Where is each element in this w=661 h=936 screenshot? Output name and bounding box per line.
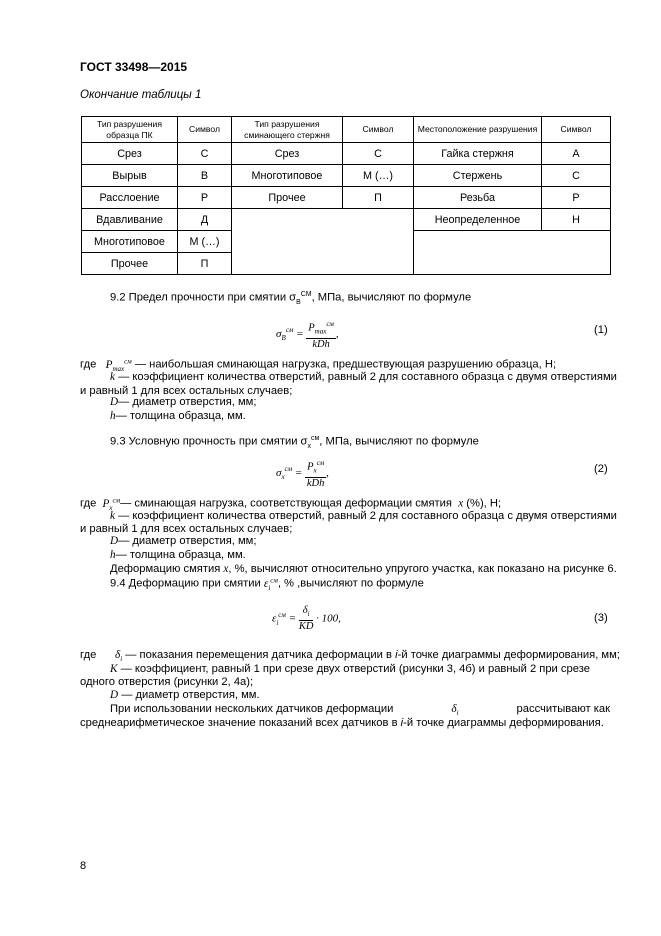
table-empty-cell [414, 231, 611, 275]
table-empty-cell [232, 209, 414, 275]
formula-3: $\varepsilon_i^{см}$ = $\frac{\delta_i}{KD}$ · 100, [272, 605, 341, 633]
section-9-2-intro: 9.2 Предел прочности при смятии $\sigma_В^{СМ}$, МПа, вычисляют по формуле [110, 291, 472, 306]
table-cell: Д [178, 209, 232, 231]
final-paragraph-line-2: среднеарифметическое значение показаний всех датчиков в i-й точке диаграммы деформирования. [80, 717, 604, 729]
table-cell: М (…) [178, 231, 232, 253]
table-cell: Многотиповое [82, 231, 178, 253]
where-k-cont: и равный 1 для всех остальных случаев; [80, 385, 293, 397]
table-cell: Вдавливание [82, 209, 178, 231]
where-d: D— диаметр отверстия, мм; [110, 396, 257, 408]
table-header-cell: Символ [542, 117, 611, 143]
table-cell: С [542, 165, 611, 187]
table-cell: П [178, 253, 232, 275]
table-cell: А [542, 143, 611, 165]
table-cell: Р [542, 187, 611, 209]
table-caption: Окончание таблицы 1 [80, 89, 202, 101]
table-cell: Срез [232, 143, 343, 165]
section-9-4-intro: 9.4 Деформацию при смятии $\varepsilon_i^{см}$, % ,вычисляют по формуле [110, 576, 424, 592]
failure-types-table [81, 116, 611, 275]
section-9-3-intro: 9.3 Условную прочность при смятии $\sigma_x^{см}$, МПа, вычисляют по формуле [110, 435, 479, 450]
page-number: 8 [80, 860, 87, 872]
where-p-x: где $P_x^{см}—$ сминающая нагрузка, соответствующая деформации смятия x (%), Н; [80, 496, 502, 512]
where-k-2-cont: и равный 1 для всех остальных случаев; [80, 523, 293, 535]
formula-2-number: (2) [594, 463, 608, 475]
where-K: K — коэффициент, равный 1 при срезе двух отверстий (рисунки 3, 4б) и равный 2 при срезе [110, 663, 590, 675]
table-cell: Стержень [414, 165, 542, 187]
table-row [82, 165, 611, 187]
table-row [82, 209, 611, 231]
table-cell: М (…) [343, 165, 414, 187]
table-cell: Резьба [414, 187, 542, 209]
table-cell: Р [178, 187, 232, 209]
table-cell: С [343, 143, 414, 165]
table-cell: Срез [82, 143, 178, 165]
where-d-2: D— диаметр отверстия, мм; [110, 535, 257, 547]
table-cell: Н [542, 209, 611, 231]
deformation-note: Деформацию смятия x, %, вычисляют относительно упругого участка, как показано на рисунке 6. [110, 563, 617, 575]
final-paragraph-line-1: При использовании нескольких датчиков деформации $\delta_i$ рассчитывают как [110, 703, 610, 718]
table-row [82, 187, 611, 209]
table-cell: Расслоение [82, 187, 178, 209]
table-cell: В [178, 165, 232, 187]
table-cell: Прочее [232, 187, 343, 209]
formula-1: $\sigma_В^{см}$ = $\frac{P_{max}^{см}}{\text{kDh}}$ , [276, 320, 339, 350]
table-header-row [82, 117, 611, 143]
document-header: ГОСТ 33498—2015 [80, 60, 188, 74]
where-p-max: где $P_{max}^{см}$ — наибольшая сминающая нагрузка, предшествующая разрушению образца, Н; [80, 357, 557, 373]
table-cell: Прочее [82, 253, 178, 275]
table-cell: Гайка стержня [414, 143, 542, 165]
formula-1-number: (1) [594, 324, 608, 336]
table-header-cell: Местоположение разрушения [414, 117, 542, 143]
where-h: h— толщина образца, мм. [110, 410, 246, 422]
table-cell: Вырыв [82, 165, 178, 187]
table-header-cell: Тип разрушения сминающего стержня [232, 117, 343, 143]
table-row [82, 143, 611, 165]
where-K-cont: одного отверстия (рисунки 2, 4а); [80, 676, 254, 688]
where-k: k — коэффициент количества отверстий, равный 2 для составного образца с двумя отверстиями [110, 371, 617, 383]
where-h-2: h— толщина образца, мм. [110, 549, 246, 561]
table-cell: П [343, 187, 414, 209]
table-cell: Многотиповое [232, 165, 343, 187]
table-cell: С [178, 143, 232, 165]
formula-2: $\sigma_x^{см}$ = $\frac{P_x^{см}}{\text{kDh}}$ , [276, 459, 329, 489]
table-cell: Неопределенное [414, 209, 542, 231]
table-header-cell: Символ [178, 117, 232, 143]
where-d-3: D — диаметр отверстия, мм. [110, 689, 260, 701]
table-header-cell: Символ [343, 117, 414, 143]
where-k-2: k — коэффициент количества отверстий, равный 2 для составного образца с двумя отверстиями [110, 510, 617, 522]
formula-3-number: (3) [594, 612, 608, 624]
table-header-cell: Тип разрушения образца ПК [82, 117, 178, 143]
where-delta: где $\delta_i$ — показания перемещения датчика деформации в i-й точке диаграммы деформирования, мм; [80, 649, 620, 664]
